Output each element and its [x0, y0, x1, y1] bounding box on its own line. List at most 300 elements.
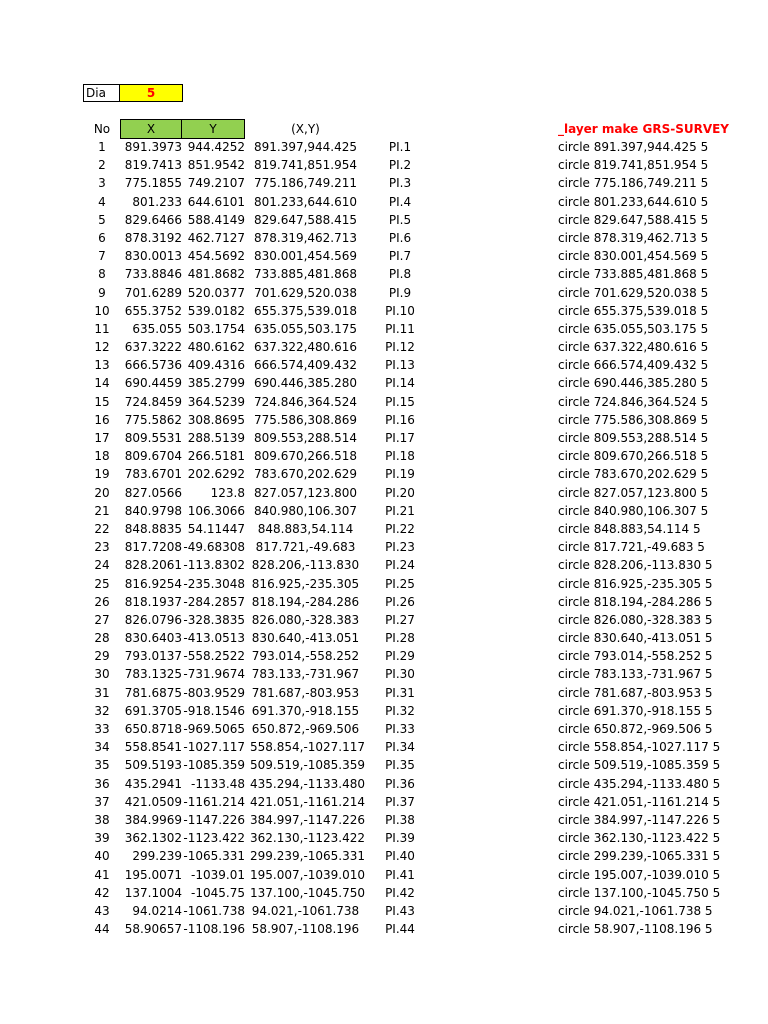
pi-cell[interactable]: PI.7 [388, 249, 412, 264]
row-number-cell[interactable]: 38 [94, 812, 110, 827]
pi-cell[interactable]: PI.2 [388, 158, 412, 173]
pi-cell[interactable]: PI.8 [388, 267, 412, 282]
table-row [0, 866, 768, 884]
xy-cell[interactable]: 635.055,503.175 [253, 321, 358, 336]
command-cell[interactable]: circle 558.854,-1027.117 5 [558, 740, 721, 755]
row-number-cell[interactable]: 17 [94, 431, 110, 445]
command-cell[interactable]: circle 818.194,-284.286 5 [558, 594, 713, 609]
xy-cell[interactable]: 558.854,-1027.117 [250, 740, 366, 755]
xy-cell[interactable]: 637.322,480.616 [253, 340, 358, 355]
y-cell[interactable]: -1045.75 [191, 885, 245, 900]
pi-cell[interactable]: PI.37 [385, 794, 415, 809]
table-row [0, 647, 768, 665]
x-cell[interactable]: 827.0566 [124, 485, 182, 500]
x-cell[interactable]: 137.1004 [124, 885, 182, 900]
table-row [0, 374, 768, 392]
y-cell[interactable]: -1061.738 [183, 903, 245, 918]
header-xy[interactable]: (X,Y) [291, 122, 320, 136]
y-cell[interactable]: 454.5692 [187, 249, 245, 264]
pi-cell[interactable]: PI.23 [385, 540, 415, 555]
pi-cell[interactable]: PI.13 [385, 358, 415, 373]
row-number-cell[interactable]: 12 [94, 340, 110, 355]
pi-cell[interactable]: PI.27 [385, 612, 415, 627]
command-cell[interactable]: circle 829.647,588.415 5 [558, 212, 709, 227]
command-cell[interactable]: circle 58.907,-1108.196 5 [558, 922, 713, 937]
y-cell[interactable]: 539.0182 [187, 303, 245, 318]
pi-cell[interactable]: PI.19 [385, 467, 415, 482]
x-cell[interactable]: 635.055 [132, 321, 182, 336]
xy-cell[interactable]: 801.233,644.610 [253, 194, 358, 209]
xy-cell[interactable]: 891.397,944.425 [253, 140, 358, 154]
xy-cell[interactable]: 829.647,588.415 [253, 212, 358, 227]
row-number-cell[interactable]: 4 [98, 194, 106, 209]
table-row [0, 211, 768, 229]
x-cell[interactable]: 690.4459 [124, 376, 182, 391]
pi-cell[interactable]: PI.43 [385, 903, 415, 918]
pi-cell[interactable]: PI.14 [385, 376, 415, 391]
row-number-cell[interactable]: 10 [94, 303, 110, 318]
x-cell[interactable]: 637.3222 [124, 340, 182, 355]
y-cell[interactable]: -113.8302 [183, 558, 245, 573]
x-cell[interactable]: 816.9254 [124, 576, 182, 591]
row-number-cell[interactable]: 9 [98, 285, 106, 300]
y-cell[interactable]: 106.3066 [187, 503, 245, 518]
y-cell[interactable]: -1133.48 [191, 776, 245, 791]
command-cell[interactable]: circle 94.021,-1061.738 5 [558, 903, 713, 918]
xy-cell[interactable]: 809.553,288.514 [253, 431, 358, 445]
x-cell[interactable]: 793.0137 [124, 649, 182, 664]
x-cell[interactable]: 691.3705 [124, 703, 182, 718]
table-row [0, 229, 768, 247]
row-number-cell[interactable]: 7 [98, 249, 106, 264]
command-cell[interactable]: circle 819.741,851.954 5 [558, 158, 709, 173]
xy-cell[interactable]: 94.021,-1061.738 [251, 903, 360, 918]
header-no[interactable]: No [93, 122, 111, 136]
y-cell[interactable]: -731.9674 [183, 667, 245, 682]
xy-cell[interactable]: 724.846,364.524 [253, 394, 358, 409]
row-number-cell[interactable]: 26 [94, 594, 110, 609]
xy-cell[interactable]: 793.014,-558.252 [251, 649, 360, 664]
table-row [0, 138, 768, 156]
table-row [0, 174, 768, 192]
command-cell[interactable]: circle 826.080,-328.383 5 [558, 612, 713, 627]
command-cell[interactable]: circle 816.925,-235.305 5 [558, 576, 713, 591]
x-cell[interactable]: 891.3973 [124, 140, 182, 154]
pi-cell[interactable]: PI.34 [385, 740, 415, 755]
xy-cell[interactable]: 830.640,-413.051 [251, 631, 360, 646]
row-number-cell[interactable]: 44 [94, 922, 110, 937]
y-cell[interactable]: 462.7127 [187, 230, 245, 245]
pi-cell[interactable]: PI.32 [385, 703, 415, 718]
y-cell[interactable]: -1147.226 [183, 812, 245, 827]
table-row [0, 811, 768, 829]
table-row [0, 520, 768, 538]
pi-cell[interactable]: PI.42 [385, 885, 415, 900]
y-cell[interactable]: -1123.422 [183, 831, 245, 846]
y-cell[interactable]: 520.0377 [187, 285, 245, 300]
y-cell[interactable]: -49.68308 [183, 540, 245, 555]
xy-cell[interactable]: 137.100,-1045.750 [250, 885, 366, 900]
command-cell[interactable]: circle 509.519,-1085.359 5 [558, 758, 721, 773]
data-rows [0, 138, 768, 938]
row-number-cell[interactable]: 43 [94, 903, 110, 918]
row-number-cell[interactable]: 13 [94, 358, 110, 373]
y-cell[interactable]: -284.2857 [183, 594, 245, 609]
table-row [0, 538, 768, 556]
x-cell[interactable]: 384.9969 [124, 812, 182, 827]
x-cell[interactable]: 783.1325 [124, 667, 182, 682]
y-cell[interactable]: -1161.214 [183, 794, 245, 809]
pi-cell[interactable]: PI.18 [385, 449, 415, 464]
xy-cell[interactable]: 701.629,520.038 [253, 285, 358, 300]
xy-cell[interactable]: 362.130,-1123.422 [250, 831, 366, 846]
row-number-cell[interactable]: 31 [94, 685, 110, 700]
xy-cell[interactable]: 783.670,202.629 [253, 467, 358, 482]
x-cell[interactable]: 801.233 [132, 194, 182, 209]
pi-cell[interactable]: PI.11 [385, 321, 415, 336]
table-row [0, 265, 768, 283]
xy-cell[interactable]: 655.375,539.018 [253, 303, 358, 318]
row-number-cell[interactable]: 36 [94, 776, 110, 791]
y-cell[interactable]: -558.2522 [183, 649, 245, 664]
xy-cell[interactable]: 666.574,409.432 [253, 358, 358, 373]
row-number-cell[interactable]: 16 [94, 412, 110, 427]
pi-cell[interactable]: PI.25 [385, 576, 415, 591]
command-cell[interactable]: circle 655.375,539.018 5 [558, 303, 709, 318]
xy-cell[interactable]: 816.925,-235.305 [251, 576, 360, 591]
x-cell[interactable]: 299.239 [132, 849, 182, 864]
pi-cell[interactable]: PI.29 [385, 649, 415, 664]
command-cell[interactable]: circle 828.206,-113.830 5 [558, 558, 713, 573]
table-row [0, 356, 768, 374]
x-cell[interactable]: 830.0013 [124, 249, 182, 264]
command-cell[interactable]: circle 421.051,-1161.214 5 [558, 794, 721, 809]
y-cell[interactable]: 123.8 [210, 485, 245, 500]
xy-cell[interactable]: 840.980,106.307 [253, 503, 358, 518]
x-cell[interactable]: 94.0214 [132, 903, 182, 918]
command-cell[interactable]: circle 384.997,-1147.226 5 [558, 812, 721, 827]
row-number-cell[interactable]: 37 [94, 794, 110, 809]
y-cell[interactable]: -803.9529 [183, 685, 245, 700]
row-number-cell[interactable]: 29 [94, 649, 110, 664]
xy-cell[interactable]: 299.239,-1065.331 [250, 849, 366, 864]
command-cell[interactable]: circle 299.239,-1065.331 5 [558, 849, 721, 864]
pi-cell[interactable]: PI.22 [385, 521, 415, 536]
y-cell[interactable]: -1065.331 [183, 849, 245, 864]
command-cell[interactable]: circle 783.670,202.629 5 [558, 467, 709, 482]
x-cell[interactable]: 826.0796 [124, 612, 182, 627]
command-cell[interactable]: circle 793.014,-558.252 5 [558, 649, 713, 664]
xy-cell[interactable]: 826.080,-328.383 [251, 612, 360, 627]
y-cell[interactable]: -1085.359 [183, 758, 245, 773]
command-cell[interactable]: circle 830.640,-413.051 5 [558, 631, 713, 646]
pi-cell[interactable]: PI.28 [385, 631, 415, 646]
row-number-cell[interactable]: 3 [98, 176, 106, 191]
row-number-cell[interactable]: 1 [98, 140, 106, 154]
table-row [0, 465, 768, 483]
y-cell[interactable]: 851.9542 [187, 158, 245, 173]
header-y[interactable]: Y [182, 119, 245, 139]
table-row [0, 502, 768, 520]
pi-cell[interactable]: PI.26 [385, 594, 415, 609]
table-row [0, 611, 768, 629]
y-cell[interactable]: 288.5139 [187, 431, 245, 445]
x-cell[interactable]: 878.3192 [124, 230, 182, 245]
y-cell[interactable]: -1027.117 [183, 740, 245, 755]
command-cell[interactable]: circle 435.294,-1133.480 5 [558, 776, 721, 791]
table-row [0, 920, 768, 938]
row-number-cell[interactable]: 8 [98, 267, 106, 282]
command-cell[interactable]: circle 827.057,123.800 5 [558, 485, 709, 500]
command-cell[interactable]: circle 650.872,-969.506 5 [558, 722, 713, 736]
x-cell[interactable]: 362.1302 [124, 831, 182, 846]
xy-cell[interactable]: 733.885,481.868 [253, 267, 358, 282]
row-number-cell[interactable]: 23 [94, 540, 110, 555]
xy-cell[interactable]: 818.194,-284.286 [251, 594, 360, 609]
row-number-cell[interactable]: 11 [94, 321, 110, 336]
command-cell[interactable]: circle 775.586,308.869 5 [558, 412, 709, 427]
x-cell[interactable]: 435.2941 [124, 776, 182, 791]
pi-cell[interactable]: PI.40 [385, 849, 415, 864]
table-row [0, 884, 768, 902]
x-cell[interactable]: 655.3752 [124, 303, 182, 318]
x-cell[interactable]: 666.5736 [124, 358, 182, 373]
dia-label-cell[interactable]: Dia [83, 84, 120, 102]
pi-cell[interactable]: PI.35 [385, 758, 415, 773]
y-cell[interactable]: 385.2799 [187, 376, 245, 391]
y-cell[interactable]: 644.6101 [187, 194, 245, 209]
y-cell[interactable]: 481.8682 [187, 267, 245, 282]
row-number-cell[interactable]: 5 [98, 212, 106, 227]
command-cell[interactable]: circle 362.130,-1123.422 5 [558, 831, 721, 846]
pi-cell[interactable]: PI.20 [385, 485, 415, 500]
pi-cell[interactable]: PI.1 [388, 140, 412, 154]
row-number-cell[interactable]: 14 [94, 376, 110, 391]
xy-cell[interactable]: 691.370,-918.155 [251, 703, 360, 718]
table-row [0, 320, 768, 338]
x-cell[interactable]: 829.6466 [124, 212, 182, 227]
xy-cell[interactable]: 848.883,54.114 [257, 521, 354, 536]
y-cell[interactable]: 588.4149 [187, 212, 245, 227]
command-cell[interactable]: circle 701.629,520.038 5 [558, 285, 709, 300]
xy-cell[interactable]: 809.670,266.518 [253, 449, 358, 464]
row-number-cell[interactable]: 6 [98, 230, 106, 245]
x-cell[interactable]: 724.8459 [124, 394, 182, 409]
x-cell[interactable]: 701.6289 [124, 285, 182, 300]
pi-cell[interactable]: PI.6 [388, 230, 412, 245]
command-cell[interactable]: circle 830.001,454.569 5 [558, 249, 709, 264]
y-cell[interactable]: -235.3048 [183, 576, 245, 591]
x-cell[interactable]: 828.2061 [124, 558, 182, 573]
row-number-cell[interactable]: 39 [94, 831, 110, 846]
xy-cell[interactable]: 827.057,123.800 [253, 485, 358, 500]
row-number-cell[interactable]: 2 [98, 158, 106, 173]
command-cell[interactable]: circle 691.370,-918.155 5 [558, 703, 713, 718]
command-cell[interactable]: circle 724.846,364.524 5 [558, 394, 709, 409]
y-cell[interactable]: 364.5239 [187, 394, 245, 409]
table-row [0, 829, 768, 847]
pi-cell[interactable]: PI.44 [385, 922, 415, 937]
header-x[interactable]: X [120, 119, 182, 139]
table-row [0, 684, 768, 702]
xy-cell[interactable]: 775.186,749.211 [253, 176, 358, 191]
table-row [0, 629, 768, 647]
pi-cell[interactable]: PI.30 [385, 667, 415, 682]
xy-cell[interactable]: 195.007,-1039.010 [250, 867, 366, 882]
row-number-cell[interactable]: 30 [94, 667, 110, 682]
table-row [0, 702, 768, 720]
row-number-cell[interactable]: 33 [94, 722, 110, 736]
pi-cell[interactable]: PI.31 [385, 685, 415, 700]
pi-cell[interactable]: PI.16 [385, 412, 415, 427]
x-cell[interactable]: 650.8718 [124, 722, 182, 736]
x-cell[interactable]: 818.1937 [124, 594, 182, 609]
x-cell[interactable]: 783.6701 [124, 467, 182, 482]
command-cell[interactable]: circle 817.721,-49.683 5 [558, 540, 705, 555]
row-number-cell[interactable]: 18 [94, 449, 110, 464]
pi-cell[interactable]: PI.9 [388, 285, 412, 300]
xy-cell[interactable]: 781.687,-803.953 [251, 685, 360, 700]
pi-cell[interactable]: PI.12 [385, 340, 415, 355]
row-number-cell[interactable]: 15 [94, 394, 110, 409]
command-cell[interactable]: circle 666.574,409.432 5 [558, 358, 709, 373]
pi-cell[interactable]: PI.3 [388, 176, 412, 191]
row-number-cell[interactable]: 25 [94, 576, 110, 591]
y-cell[interactable]: -969.5065 [183, 722, 245, 736]
xy-cell[interactable]: 817.721,-49.683 [255, 540, 356, 555]
x-cell[interactable]: 195.0071 [124, 867, 182, 882]
table-row [0, 393, 768, 411]
x-cell[interactable]: 421.0509 [124, 794, 182, 809]
y-cell[interactable]: 202.6292 [187, 467, 245, 482]
row-number-cell[interactable]: 41 [94, 867, 110, 882]
command-cell[interactable]: circle 733.885,481.868 5 [558, 267, 709, 282]
x-cell[interactable]: 58.90657 [124, 922, 182, 937]
command-cell[interactable]: circle 878.319,462.713 5 [558, 230, 709, 245]
dia-value-cell[interactable]: 5 [120, 84, 183, 102]
header-command[interactable]: _layer make GRS-SURVEY [558, 122, 729, 136]
xy-cell[interactable]: 384.997,-1147.226 [250, 812, 366, 827]
command-cell[interactable]: circle 775.186,749.211 5 [558, 176, 709, 191]
x-cell[interactable]: 830.6403 [124, 631, 182, 646]
command-cell[interactable]: circle 635.055,503.175 5 [558, 321, 709, 336]
y-cell[interactable]: 54.11447 [187, 521, 245, 536]
x-cell[interactable]: 819.7413 [124, 158, 182, 173]
y-cell[interactable]: 944.4252 [187, 140, 245, 154]
pi-cell[interactable]: PI.21 [385, 503, 415, 518]
xy-cell[interactable]: 421.051,-1161.214 [250, 794, 366, 809]
table-row [0, 575, 768, 593]
y-cell[interactable]: -918.1546 [183, 703, 245, 718]
y-cell[interactable]: 409.4316 [187, 358, 245, 373]
pi-cell[interactable]: PI.33 [385, 722, 415, 736]
command-cell[interactable]: circle 809.670,266.518 5 [558, 449, 709, 464]
row-number-cell[interactable]: 32 [94, 703, 110, 718]
xy-cell[interactable]: 435.294,-1133.480 [250, 776, 366, 791]
xy-cell[interactable]: 690.446,385.280 [253, 376, 358, 391]
command-cell[interactable]: circle 637.322,480.616 5 [558, 340, 709, 355]
row-number-cell[interactable]: 42 [94, 885, 110, 900]
pi-cell[interactable]: PI.24 [385, 558, 415, 573]
row-number-cell[interactable]: 28 [94, 631, 110, 646]
row-number-cell[interactable]: 27 [94, 612, 110, 627]
pi-cell[interactable]: PI.17 [385, 431, 415, 445]
x-cell[interactable]: 809.6704 [124, 449, 182, 464]
table-row [0, 338, 768, 356]
x-cell[interactable]: 848.8835 [124, 521, 182, 536]
command-cell[interactable]: circle 848.883,54.114 5 [558, 521, 701, 536]
pi-cell[interactable]: PI.36 [385, 776, 415, 791]
y-cell[interactable]: 503.1754 [187, 321, 245, 336]
x-cell[interactable]: 558.8541 [124, 740, 182, 755]
row-number-cell[interactable]: 20 [94, 485, 110, 500]
xy-cell[interactable]: 878.319,462.713 [253, 230, 358, 245]
row-number-cell[interactable]: 24 [94, 558, 110, 573]
y-cell[interactable]: 266.5181 [187, 449, 245, 464]
pi-cell[interactable]: PI.39 [385, 831, 415, 846]
xy-cell[interactable]: 650.872,-969.506 [251, 722, 360, 736]
pi-cell[interactable]: PI.15 [385, 394, 415, 409]
row-number-cell[interactable]: 35 [94, 758, 110, 773]
command-cell[interactable]: circle 781.687,-803.953 5 [558, 685, 713, 700]
command-cell[interactable]: circle 891.397,944.425 5 [558, 140, 709, 154]
row-number-cell[interactable]: 19 [94, 467, 110, 482]
x-cell[interactable]: 509.5193 [124, 758, 182, 773]
y-cell[interactable]: -1108.196 [183, 922, 245, 937]
x-cell[interactable]: 775.1855 [124, 176, 182, 191]
xy-cell[interactable]: 58.907,-1108.196 [251, 922, 360, 937]
pi-cell[interactable]: PI.38 [385, 812, 415, 827]
table-row [0, 556, 768, 574]
x-cell[interactable]: 775.5862 [124, 412, 182, 427]
x-cell[interactable]: 809.5531 [124, 431, 182, 445]
pi-cell[interactable]: PI.5 [388, 212, 412, 227]
pi-cell[interactable]: PI.4 [388, 194, 412, 209]
command-cell[interactable]: circle 809.553,288.514 5 [558, 431, 709, 445]
command-cell[interactable]: circle 840.980,106.307 5 [558, 503, 709, 518]
command-cell[interactable]: circle 690.446,385.280 5 [558, 376, 709, 391]
x-cell[interactable]: 781.6875 [124, 685, 182, 700]
table-row [0, 411, 768, 429]
row-number-cell[interactable]: 22 [94, 521, 110, 536]
y-cell[interactable]: 749.2107 [187, 176, 245, 191]
xy-cell[interactable]: 819.741,851.954 [253, 158, 358, 173]
row-number-cell[interactable]: 21 [94, 503, 110, 518]
y-cell[interactable]: 480.6162 [187, 340, 245, 355]
x-cell[interactable]: 840.9798 [124, 503, 182, 518]
xy-cell[interactable]: 775.586,308.869 [253, 412, 358, 427]
y-cell[interactable]: 308.8695 [187, 412, 245, 427]
xy-cell[interactable]: 830.001,454.569 [253, 249, 358, 264]
y-cell[interactable]: -413.0513 [183, 631, 245, 646]
y-cell[interactable]: -328.3835 [183, 612, 245, 627]
pi-cell[interactable]: PI.10 [385, 303, 415, 318]
command-cell[interactable]: circle 783.133,-731.967 5 [558, 667, 713, 682]
row-number-cell[interactable]: 40 [94, 849, 110, 864]
command-cell[interactable]: circle 195.007,-1039.010 5 [558, 867, 721, 882]
row-number-cell[interactable]: 34 [94, 740, 110, 755]
table-row [0, 793, 768, 811]
xy-cell[interactable]: 828.206,-113.830 [251, 558, 360, 573]
y-cell[interactable]: -1039.01 [191, 867, 245, 882]
command-cell[interactable]: circle 801.233,644.610 5 [558, 194, 709, 209]
x-cell[interactable]: 817.7208 [124, 540, 182, 555]
x-cell[interactable]: 733.8846 [124, 267, 182, 282]
xy-cell[interactable]: 509.519,-1085.359 [250, 758, 366, 773]
xy-cell[interactable]: 783.133,-731.967 [251, 667, 360, 682]
pi-cell[interactable]: PI.41 [385, 867, 415, 882]
command-cell[interactable]: circle 137.100,-1045.750 5 [558, 885, 721, 900]
